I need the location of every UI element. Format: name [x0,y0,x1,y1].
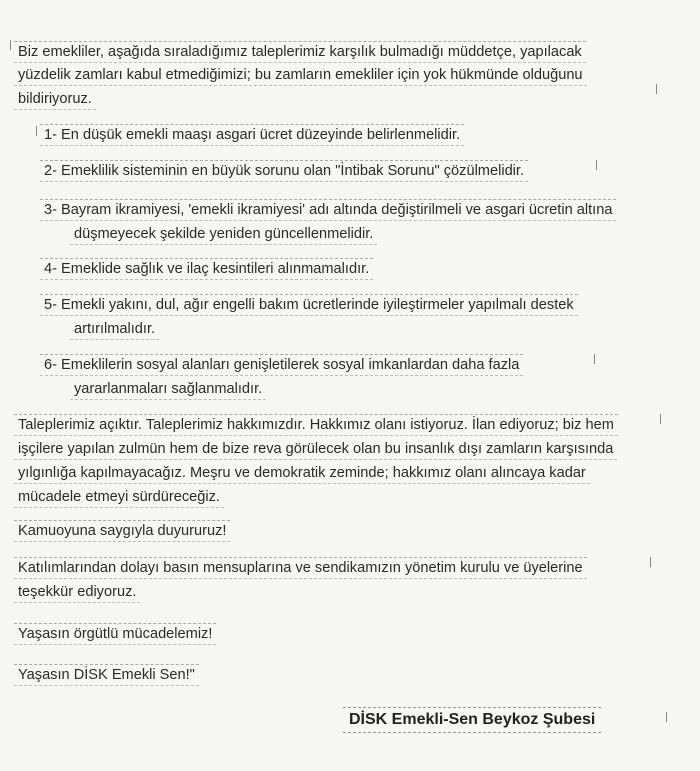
demand-4-text: Emeklide sağlık ve ilaç kesintileri alınmamalıdır. [61,261,370,277]
demand-2-text: Emeklilik sisteminin en büyük sorunu olan "İntibak Sorunu" çözülmelidir. [61,163,525,179]
intro-line-1: Biz emekliler, aşağıda sıraladığımız taleplerimiz karşılık bulmadığı müddetçe, yapılacak [14,41,586,63]
layout-tick [660,414,661,424]
demand-3 [40,199,616,221]
closing-line-2: işçilere yapılan zulmün hem de bize reva görülecek olan bu insanlık dışı zamların karşısında [14,438,617,460]
demand-4-number: 4- [44,261,57,277]
demand-3-text: Bayram ikramiyesi, 'emekli ikramiyesi' adı altında değiştirilmeli ve asgari ücretin altına [61,202,613,218]
demand-3-number: 3- [44,202,57,218]
demand-2-number: 2- [44,163,57,179]
layout-tick [10,40,11,50]
thanks-line-1: Katılımlarından dolayı basın mensuplarına ve sendikamızın yönetim kurulu ve üyelerine [14,557,587,579]
slogan-disk-emekli-sen: Yaşasın DİSK Emekli Sen!" [14,664,199,686]
closing-line-1: Taleplerimiz açıktır. Taleplerimiz hakkımızdır. Hakkımız olanı istiyoruz. İlan ediyoruz; biz hem [14,414,618,436]
layout-tick [650,557,651,567]
slogan-organized-struggle: Yaşasın örgütlü mücadelemiz! [14,623,216,645]
demand-4 [40,258,373,280]
demand-1-text: En düşük emekli maaşı asgari ücret düzeyinde belirlenmelidir. [61,127,461,143]
demand-1-number: 1- [44,127,57,143]
demand-3-text-cont: düşmeyecek şekilde yeniden güncellenmelidir. [70,223,377,245]
demand-5-text: Emekli yakını, dul, ağır engelli bakım ücretlerinde iyileştirmeler yapılmalı destek [61,297,574,313]
layout-tick [666,712,667,722]
demand-6 [40,354,523,376]
demand-6-text-cont: yararlanmaları sağlanmalıdır. [70,378,266,400]
layout-tick [656,84,657,94]
signature: DİSK Emekli-Sen Beykoz Şubesi [343,707,601,733]
announcement: Kamuoyuna saygıyla duyururuz! [14,520,230,542]
demand-5-number: 5- [44,297,57,313]
intro-line-2: yüzdelik zamları kabul etmediğimizi; bu zamların emekliler için yok hükmünde olduğunu [14,64,587,86]
demand-1 [40,124,464,146]
layout-tick [36,126,37,136]
demand-6-text: Emeklilerin sosyal alanları genişletilerek sosyal imkanlardan daha fazla [61,357,520,373]
demand-5-text-cont: artırılmalıdır. [70,318,159,340]
closing-line-3: yılgınlığa kapılmayacağız. Meşru ve demokratik zeminde; hakkımız olanı alıncaya kadar [14,462,590,484]
intro-line-3: bildiriyoruz. [14,88,96,110]
layout-tick [594,354,595,364]
demand-6-number: 6- [44,357,57,373]
thanks-line-2: teşekkür ediyoruz. [14,581,140,603]
demand-2 [40,160,528,182]
layout-tick [596,160,597,170]
closing-line-4: mücadele etmeyi sürdüreceğiz. [14,486,224,508]
demand-5 [40,294,578,316]
